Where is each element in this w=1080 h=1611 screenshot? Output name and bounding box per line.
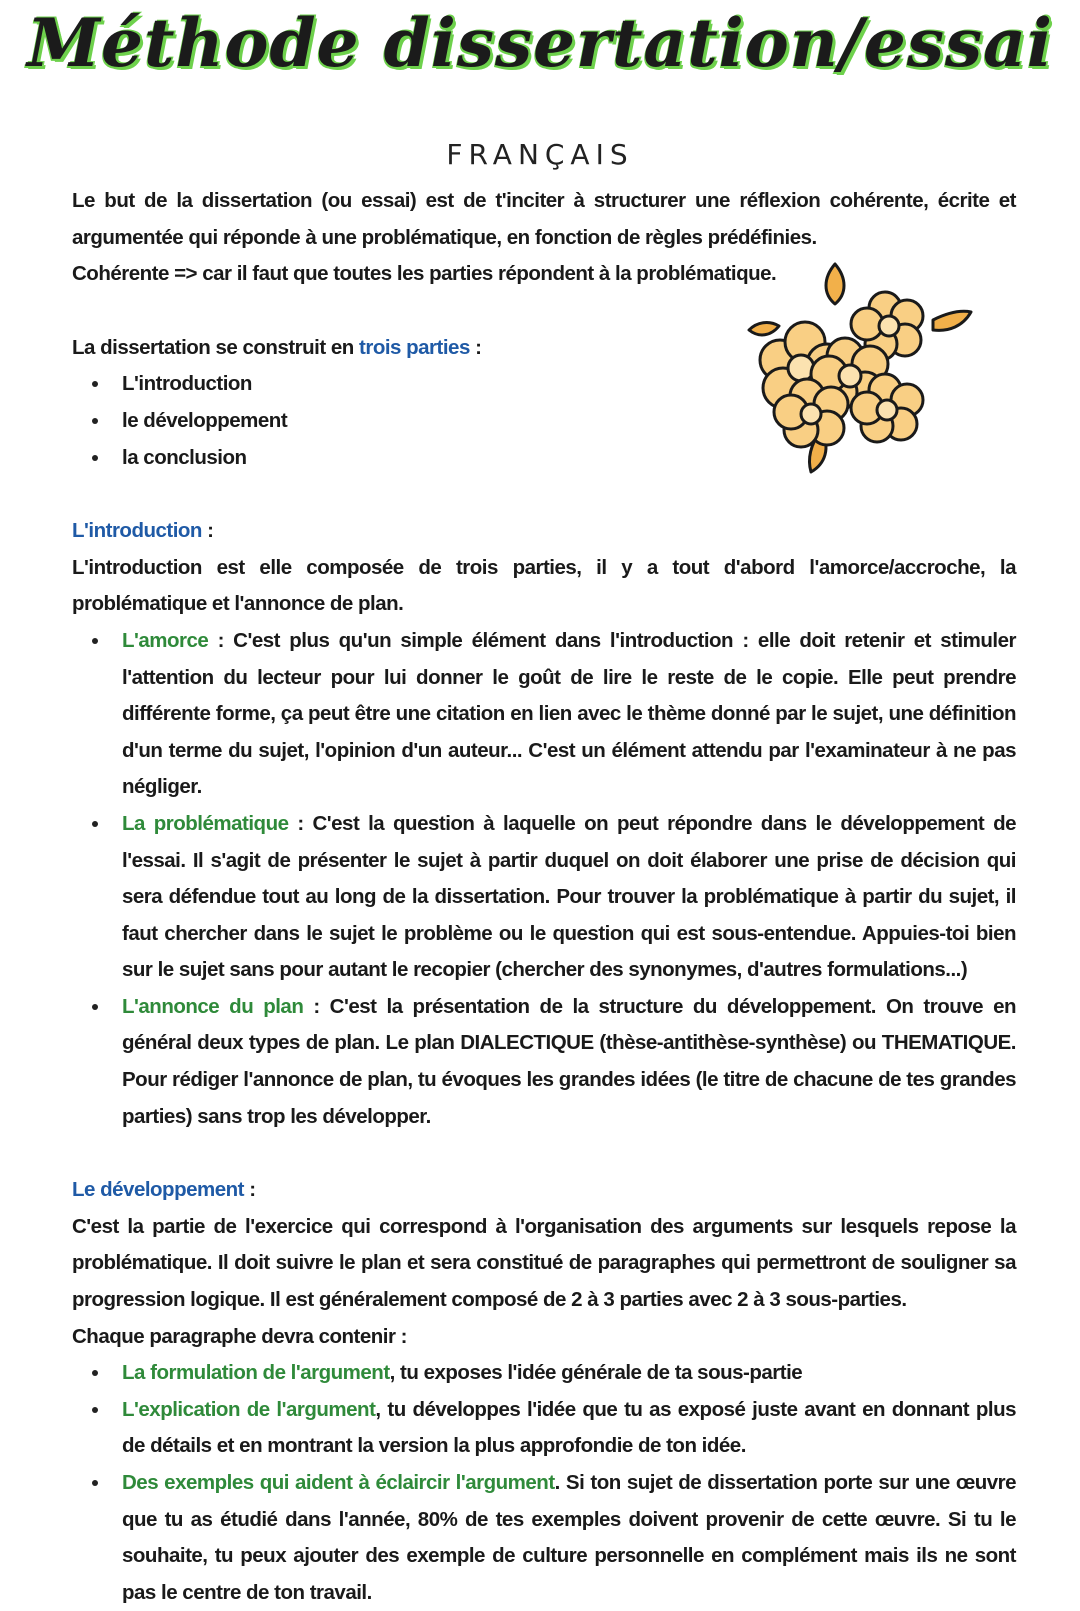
- list-item: L'explication de l'argument, tu développes l'idée que tu as exposé juste avant en donnant plus de détails et en montrant la version la plus approfondie de ton idée.: [122, 1392, 1016, 1465]
- list-item: La formulation de l'argument, tu exposes l'idée générale de ta sous-partie: [122, 1355, 1016, 1392]
- introduction-list: [72, 623, 1016, 1135]
- document-body: [72, 183, 1016, 1611]
- subject-label: FRANÇAIS: [446, 138, 634, 171]
- page-title: Méthode dissertation/essai: [26, 4, 1054, 82]
- list-item: L'amorce : C'est plus qu'un simple élément dans l'introduction : elle doit retenir et stimuler l'attention du lecteur pour lui donner le goût de lire le reste de le copie. Elle peut prendre différente forme, ça peut être une citation en lien avec le thème donné par le sujet, une définition d'un terme du sujet, l'opinion d'un auteur... C'est un élément attendu par l'examinateur à ne pas négliger.: [122, 623, 1016, 806]
- list-item: la conclusion: [122, 440, 1016, 477]
- list-item: L'introduction: [122, 366, 1016, 403]
- paragraph-contents-intro: Chaque paragraphe devra contenir :: [72, 1324, 408, 1348]
- coherence-note: Cohérente => car il faut que toutes les parties répondent à la problématique.: [72, 262, 777, 286]
- development-list: [72, 1355, 1016, 1611]
- development-heading: Le développement :: [72, 1178, 256, 1202]
- list-item: L'annonce du plan : C'est la présentation de la structure du développement. On trouve en général deux types de plan. Le plan DIALECTIQUE (thèse-antithèse-synthèse) ou THEMATIQUE. Pour rédiger l'annonce de plan, tu évoques les grandes idées (le titre de chacune de tes grandes parties) sans trop les développer.: [122, 989, 1016, 1135]
- structure-highlight: trois parties: [359, 335, 470, 359]
- list-item: Des exemples qui aident à éclaircir l'argument. Si ton sujet de dissertation porte sur une œuvre que tu as étudié dans l'année, 80% de tes exemples doivent provenir de cette œuvre. Si tu le souhaite, tu peux ajouter des exemple de culture personnelle en complément mais ils ne sont pas le centre de ton travail.: [122, 1465, 1016, 1611]
- development-text: C'est la partie de l'exercice qui correspond à l'organisation des arguments sur lesquels repose la problématique. Il doit suivre le plan et sera constitué de paragraphes qui permettront de souligner sa progression logique. Il est généralement composé de 2 à 3 parties avec 2 à 3 sous-parties.: [72, 1214, 1016, 1312]
- list-item: La problématique : C'est la question à laquelle on peut répondre dans le développement de l'essai. Il s'agit de présenter le sujet à partir duquel on doit élaborer une prise de décision qui sera défendue tout au long de la dissertation. Pour trouver la problématique à partir du sujet, il faut chercher dans le sujet le problème ou le question qui est sous-entendue. Appuies-toi bien sur le sujet sans pour autant le recopier (chercher des synonymes, d'autres formulations...): [122, 806, 1016, 989]
- structure-list: [72, 366, 1016, 476]
- intro-paragraph: Le but de la dissertation (ou essai) est de t'inciter à structurer une réflexion cohérente, écrite et argumentée qui réponde à une problématique, en fonction de règles prédéfinies.: [72, 189, 1016, 249]
- introduction-text: L'introduction est elle composée de trois parties, il y a tout d'abord l'amorce/accroche, la problématique et l'annonce de plan.: [72, 555, 1016, 616]
- structure-lead: La dissertation se construit en trois parties :: [72, 335, 482, 359]
- list-item: le développement: [122, 403, 1016, 440]
- introduction-heading: L'introduction :: [72, 519, 214, 543]
